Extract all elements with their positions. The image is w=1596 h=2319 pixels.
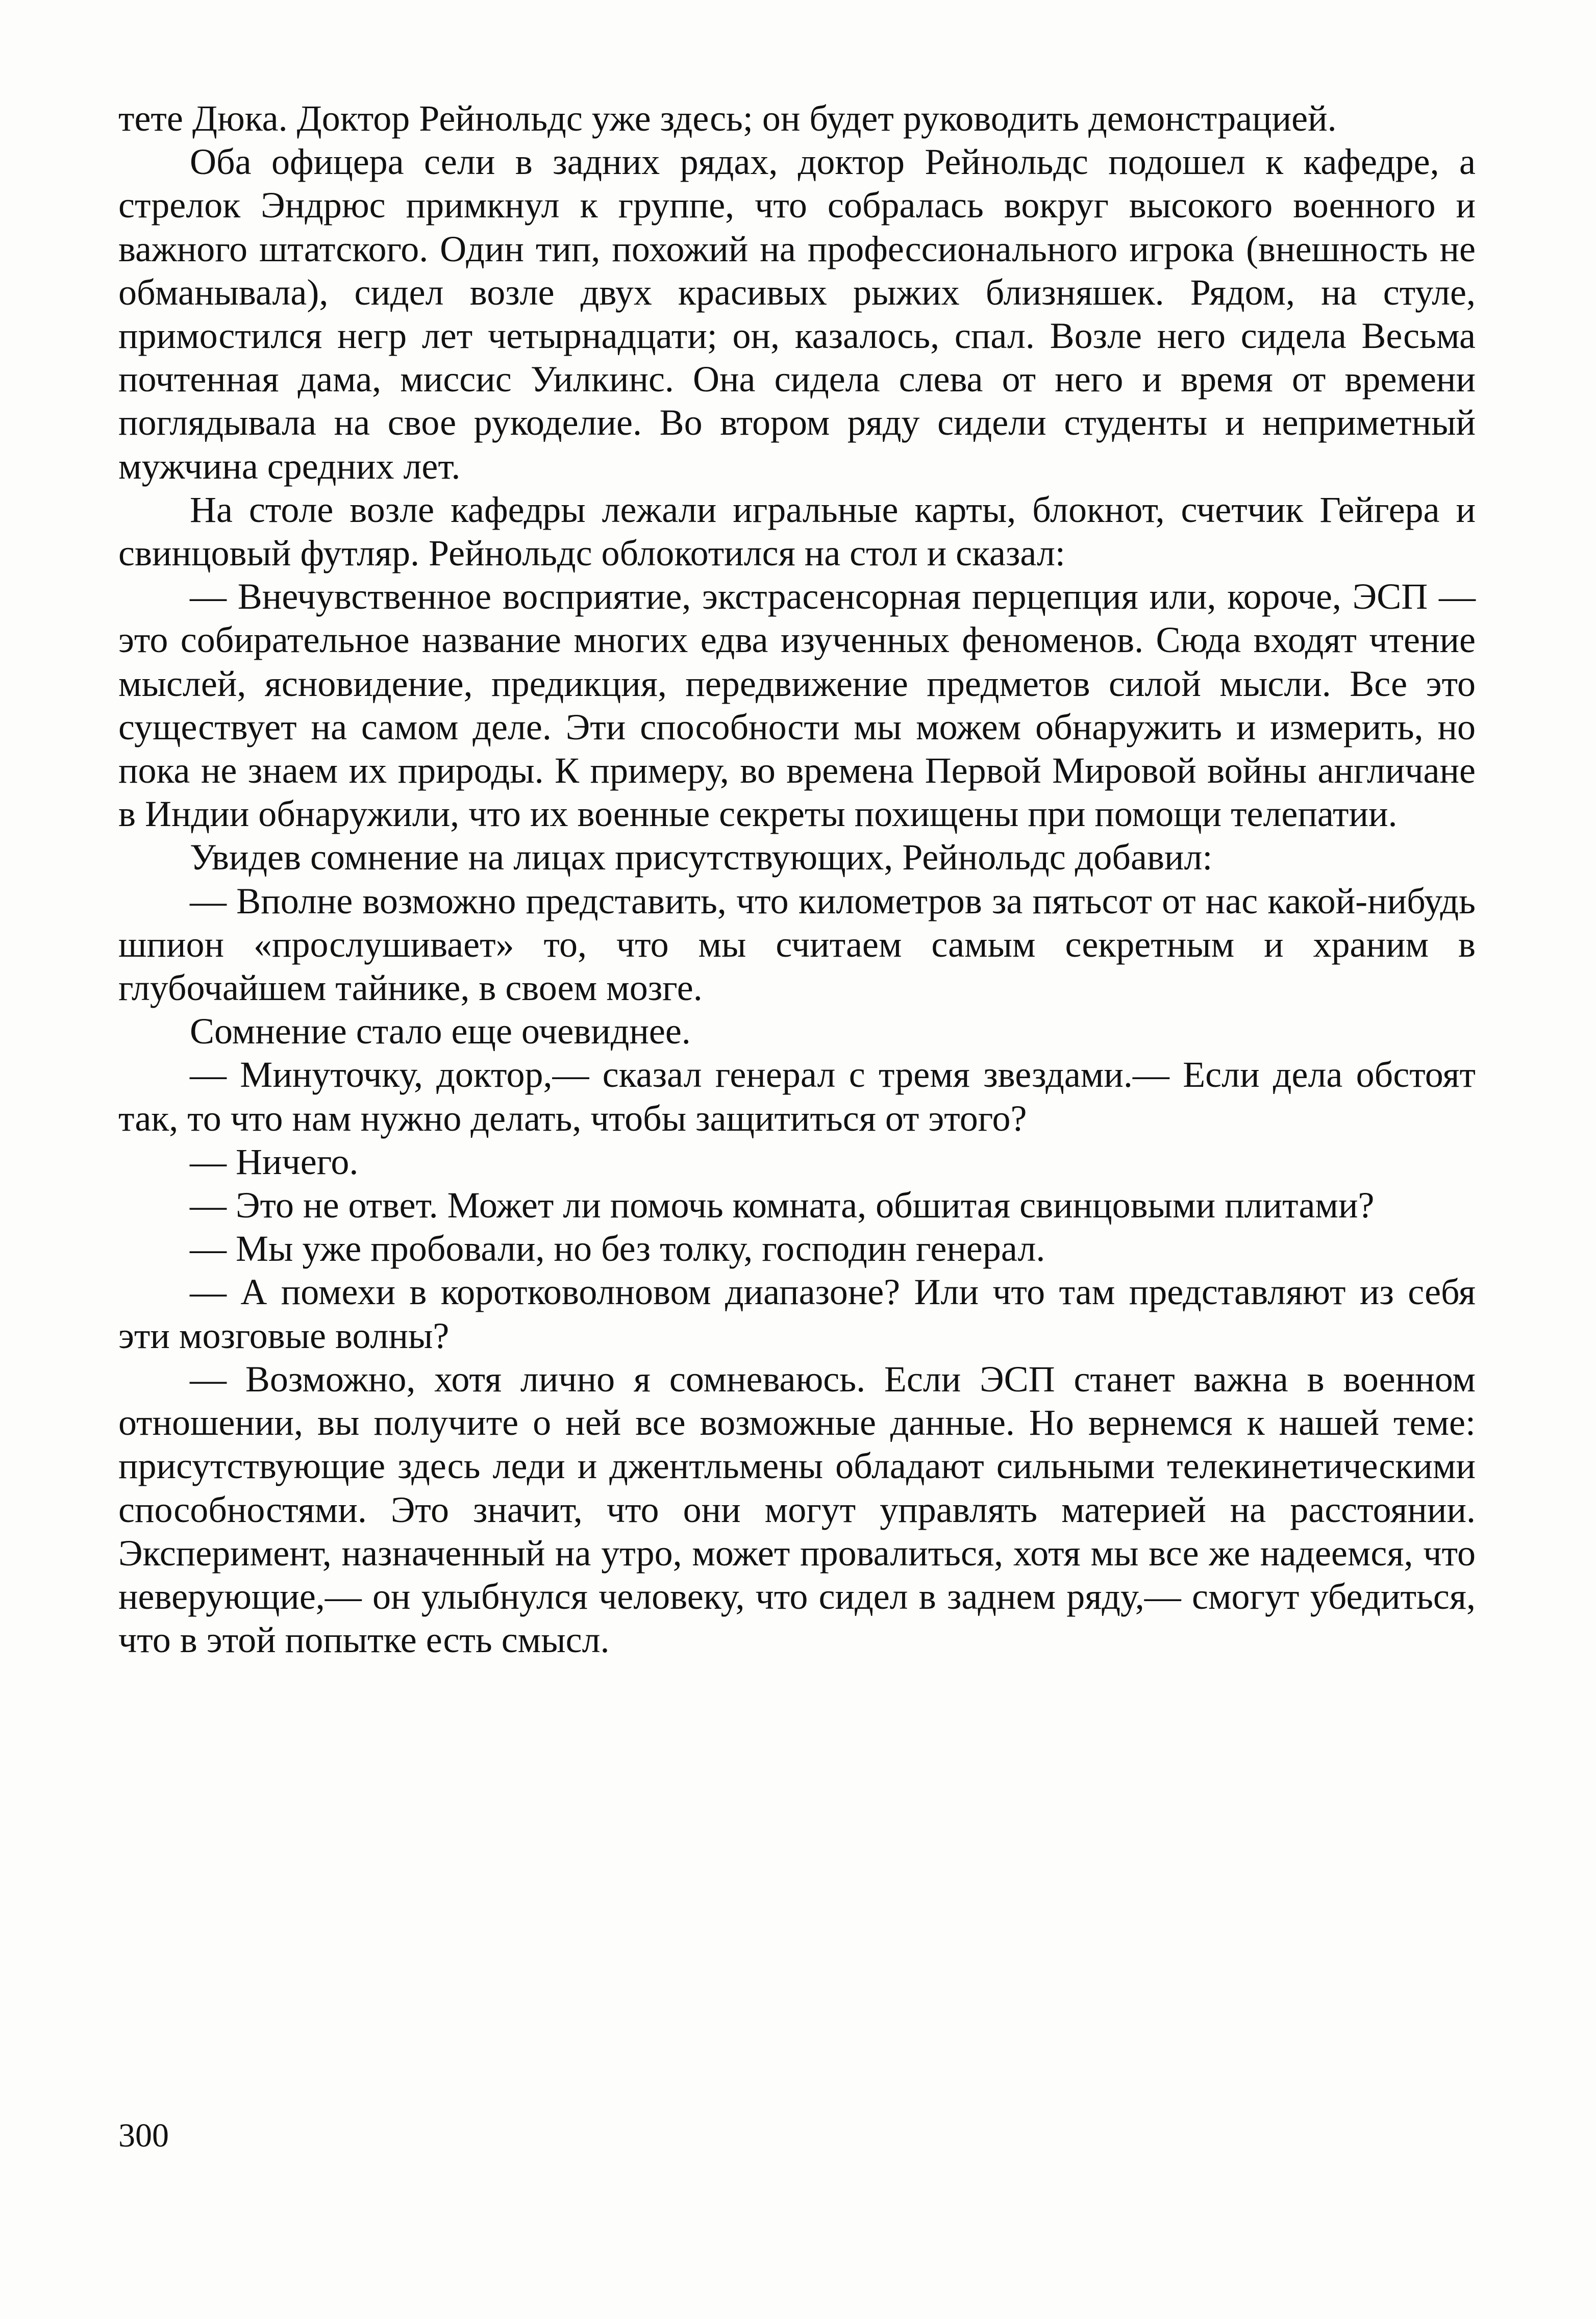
paragraph: Сомнение стало еще очевиднее. [190, 1011, 691, 1052]
paragraph: — Минуточку, доктор,— сказал генерал с тремя звездами.— Если дела обстоят так, то что нам нужно делать, чтобы защититься от этого? [118, 1054, 1476, 1139]
paragraph: тете Дюка. Доктор Рейнольдс уже здесь; он будет руководить демонстрацией. [118, 98, 1337, 139]
page-text [118, 97, 1476, 1662]
paragraph: Увидев сомнение на лицах присутствующих, Рейнольдс добавил: [190, 837, 1213, 878]
paragraph: — Мы уже пробовали, но без толку, господин генерал. [190, 1228, 1045, 1269]
paragraph: — Внечувственное восприятие, экстрасенсорная перцепция или, короче, ЭСП — это собирательное название многих едва изученных феноменов. Сюда входят чтение мыслей, ясновидение, предикция, передвижение предметов силой мысли. Все это существует на самом деле. Эти способности мы можем обнаружить и измерить, но пока не знаем их природы. К примеру, во времена Первой Мировой войны англичане в Индии обнаружили, что их военные секреты похищены при помощи телепатии. [118, 576, 1476, 835]
paragraph: — А помехи в коротковолновом диапазоне? Или что там представляют из себя эти мозговые волны? [118, 1271, 1476, 1356]
paragraph: Оба офицера сели в задних рядах, доктор Рейнольдс подошел к кафедре, а стрелок Эндрюс примкнул к группе, что собралась вокруг высокого военного и важного штатского. Один тип, похожий на профессионального игрока (внешность не обманывала), сидел возле двух красивых рыжих близняшек. Рядом, на стуле, примостился негр лет четырнадцати; он, казалось, спал. Возле него сидела Весьма почтенная дама, миссис Уилкинс. Она сидела слева от него и время от времени поглядывала на свое рукоделие. Во втором ряду сидели студенты и неприметный мужчина средних лет. [118, 141, 1476, 487]
paragraph: На столе возле кафедры лежали игральные карты, блокнот, счетчик Гейгера и свинцовый футляр. Рейнольдс облокотился на стол и сказал: [118, 489, 1476, 574]
paragraph: — Ничего. [190, 1141, 359, 1182]
paragraph: — Это не ответ. Может ли помочь комната, обшитая свинцовыми плитами? [190, 1185, 1375, 1226]
page-number: 300 [118, 2117, 169, 2154]
paragraph: — Вполне возможно представить, что километров за пятьсот от нас какой-нибудь шпион «прослушивает» то, что мы считаем самым секретным и храним в глубочайшем тайнике, в своем мозге. [118, 880, 1476, 1009]
paragraph: — Возможно, хотя лично я сомневаюсь. Если ЭСП станет важна в военном отношении, вы получите о ней все возможные данные. Но вернемся к нашей теме: присутствующие здесь леди и джентльмены обладают сильными телекинетическими способностями. Это значит, что они могут управлять материей на расстоянии. Эксперимент, назначенный на утро, может провалиться, хотя мы все же надеемся, что неверующие,— он улыбнулся человеку, что сидел в заднем ряду,— смогут убедиться, что в этой попытке есть смысл. [118, 1358, 1476, 1661]
